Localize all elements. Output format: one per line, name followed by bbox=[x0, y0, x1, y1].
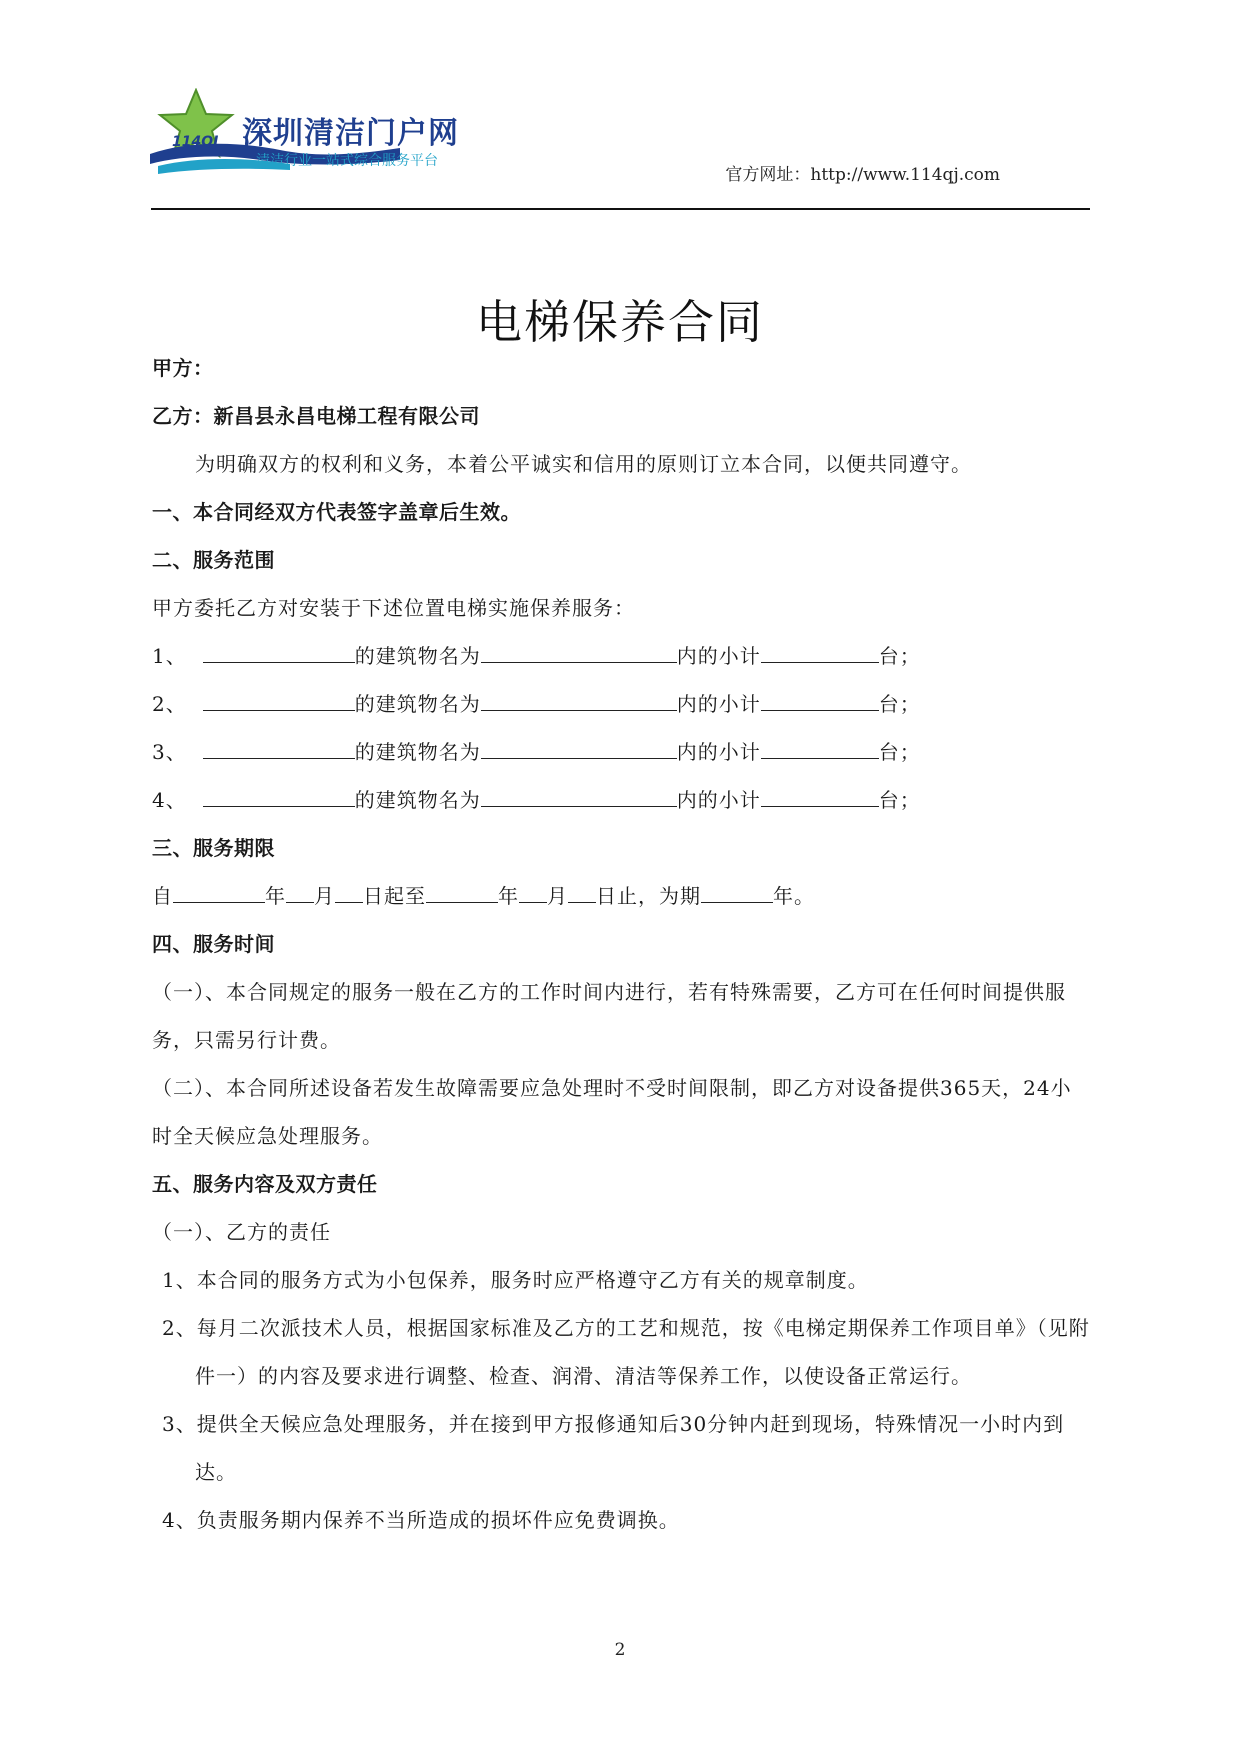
elevator-count-blank[interactable] bbox=[761, 690, 879, 711]
header-divider bbox=[151, 208, 1090, 210]
building-location-blank[interactable] bbox=[203, 642, 355, 663]
company-logo bbox=[150, 88, 490, 180]
building-name-blank[interactable] bbox=[481, 690, 677, 711]
building-location-blank[interactable] bbox=[203, 786, 355, 807]
scope-row-text: 台； bbox=[878, 740, 921, 764]
party-a: 甲方： bbox=[152, 356, 214, 380]
page-number: 2 bbox=[614, 1640, 626, 1660]
building-name-blank[interactable] bbox=[481, 738, 677, 759]
start-day-blank[interactable] bbox=[335, 882, 363, 903]
duty-item-1: 1、本合同的服务方式为小包保养，服务时应严格遵守乙方有关的规章制度。 bbox=[162, 1268, 869, 1292]
scope-row-number: 1、 bbox=[152, 644, 187, 668]
scope-row-text: 内的小计 bbox=[676, 644, 761, 668]
building-name-blank[interactable] bbox=[481, 642, 677, 663]
website-url: 官方网址：http://www.114qj.com bbox=[725, 165, 1000, 185]
scope-row-text: 内的小计 bbox=[676, 740, 761, 764]
document-title: 电梯保养合同 bbox=[476, 295, 764, 349]
period-text: 年 bbox=[265, 884, 286, 908]
period-text: 年 bbox=[498, 884, 519, 908]
scope-row-number: 4、 bbox=[152, 788, 187, 812]
scope-row-number: 3、 bbox=[152, 740, 187, 764]
duty-item-3-cont: 达。 bbox=[195, 1460, 237, 1484]
service-time-clause-1-cont: 务，只需另行计费。 bbox=[152, 1028, 341, 1052]
intro-paragraph: 为明确双方的权利和义务，本着公平诚实和信用的原则订立本合同，以便共同遵守。 bbox=[195, 452, 972, 476]
service-time-clause-2-cont: 时全天候应急处理服务。 bbox=[152, 1124, 383, 1148]
party-b-duties-heading: （一）、乙方的责任 bbox=[152, 1220, 331, 1244]
scope-row-text: 台； bbox=[878, 692, 921, 716]
period-text: 月 bbox=[314, 884, 335, 908]
section-4-heading: 四、服务时间 bbox=[152, 932, 275, 956]
period-text: 自 bbox=[152, 884, 173, 908]
party-b: 乙方：新昌县永昌电梯工程有限公司 bbox=[152, 404, 480, 428]
period-text: 月 bbox=[547, 884, 568, 908]
section-3-heading: 三、服务期限 bbox=[152, 836, 275, 860]
elevator-count-blank[interactable] bbox=[761, 738, 879, 759]
scope-row bbox=[152, 640, 921, 669]
service-period-line bbox=[152, 880, 815, 909]
section-2-lead: 甲方委托乙方对安装于下述位置电梯实施保养服务： bbox=[152, 596, 635, 620]
elevator-count-blank[interactable] bbox=[761, 786, 879, 807]
scope-row-text: 内的小计 bbox=[676, 692, 761, 716]
duty-item-4: 4、负责服务期内保养不当所造成的损坏件应免费调换。 bbox=[162, 1508, 680, 1532]
duty-item-2-cont: 件一）的内容及要求进行调整、检查、润滑、清洁等保养工作，以使设备正常运行。 bbox=[195, 1364, 972, 1388]
building-location-blank[interactable] bbox=[203, 738, 355, 759]
end-year-blank[interactable] bbox=[426, 882, 498, 903]
scope-row-text: 的建筑物名为 bbox=[354, 644, 481, 668]
logo-title: 深圳清洁门户网 bbox=[242, 116, 459, 151]
duty-item-2: 2、每月二次派技术人员，根据国家标准及乙方的工艺和规范，按《电梯定期保养工作项目单》（见附 bbox=[162, 1316, 1090, 1340]
start-year-blank[interactable] bbox=[173, 882, 265, 903]
scope-row bbox=[152, 784, 921, 813]
end-day-blank[interactable] bbox=[568, 882, 596, 903]
elevator-count-blank[interactable] bbox=[761, 642, 879, 663]
logo-badge: 114QJ bbox=[172, 134, 219, 150]
period-text: 日起至 bbox=[363, 884, 426, 908]
period-text: 日止，为期 bbox=[596, 884, 701, 908]
end-month-blank[interactable] bbox=[519, 882, 547, 903]
scope-row-text: 台； bbox=[878, 644, 921, 668]
building-name-blank[interactable] bbox=[481, 786, 677, 807]
service-time-clause-1: （一）、本合同规定的服务一般在乙方的工作时间内进行，若有特殊需要，乙方可在任何时间提供服 bbox=[152, 980, 1066, 1004]
logo-subtitle: 清洁行业一站式综合服务平台 bbox=[256, 153, 438, 169]
period-text: 年。 bbox=[773, 884, 815, 908]
section-5-heading: 五、服务内容及双方责任 bbox=[152, 1172, 378, 1196]
scope-row-text: 台； bbox=[878, 788, 921, 812]
scope-row-text: 的建筑物名为 bbox=[354, 740, 481, 764]
service-time-clause-2: （二）、本合同所述设备若发生故障需要应急处理时不受时间限制，即乙方对设备提供365天，24小 bbox=[152, 1076, 1072, 1100]
scope-row bbox=[152, 688, 921, 717]
duration-years-blank[interactable] bbox=[701, 882, 773, 903]
scope-row-text: 的建筑物名为 bbox=[354, 692, 481, 716]
section-2-heading: 二、服务范围 bbox=[152, 548, 275, 572]
section-1: 一、本合同经双方代表签字盖章后生效。 bbox=[152, 500, 521, 524]
building-location-blank[interactable] bbox=[203, 690, 355, 711]
scope-row bbox=[152, 736, 921, 765]
scope-row-text: 的建筑物名为 bbox=[354, 788, 481, 812]
scope-row-text: 内的小计 bbox=[676, 788, 761, 812]
duty-item-3: 3、提供全天候应急处理服务，并在接到甲方报修通知后30分钟内赶到现场，特殊情况一小时内到 bbox=[162, 1412, 1065, 1436]
start-month-blank[interactable] bbox=[286, 882, 314, 903]
scope-row-number: 2、 bbox=[152, 692, 187, 716]
